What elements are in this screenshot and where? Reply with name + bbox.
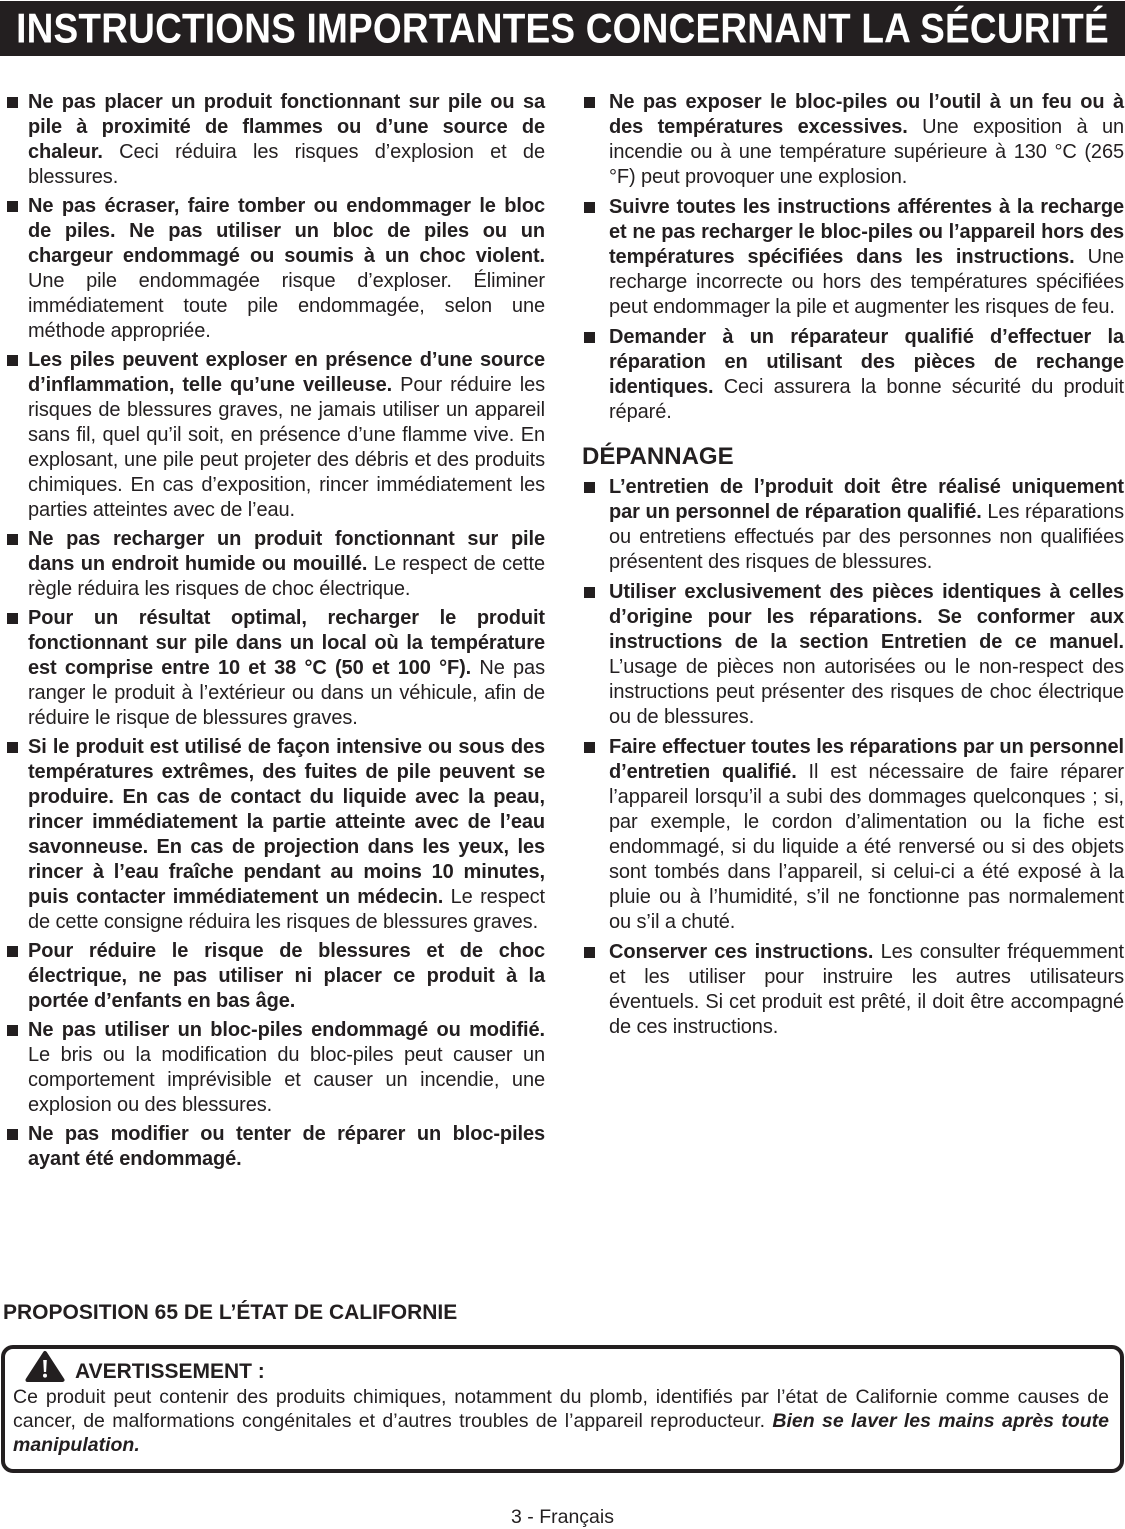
rule-lead: Ne pas recharger un produit fonctionnant sur pile dans un endroit humide ou mouillé. [28, 528, 545, 575]
rule-detail: Ceci réduira les risques d’explosion et de blessures. [28, 141, 545, 188]
warning-text [13, 1385, 1109, 1457]
safety-rule [583, 90, 1124, 190]
bullet-square [584, 742, 595, 753]
rule-detail: Une pile endommagée risque d’exploser. Éliminer immédiatement toute pile endommagée, selon une méthode appropriée. [28, 270, 545, 342]
bullet-square [584, 332, 595, 343]
rule-text [28, 606, 545, 731]
rule-lead: Ne pas exposer le bloc-piles ou l’outil à un feu ou à des températures excessives. [609, 91, 1124, 138]
bullet-square [7, 742, 18, 753]
safety-rule [6, 1122, 545, 1172]
service-rule [583, 580, 1124, 730]
bullet-square [7, 97, 18, 108]
rule-text [28, 348, 545, 523]
service-rule [583, 940, 1124, 1040]
rule-detail: Les consulter fréquemment et les utiliser pour instruire les autres utilisateurs éventuels. Si cet produit est prêté, il doit être accompagné de ces instructions. [609, 941, 1124, 1038]
bullet-square [584, 587, 595, 598]
rule-detail: Le respect de cette règle réduira les risques de choc électrique. [28, 553, 545, 600]
rule-detail: Le respect de cette consigne réduira les risques de blessures graves. [28, 886, 546, 933]
rule-text [28, 735, 545, 935]
rule-text [609, 580, 1124, 730]
section-heading-depannage: DÉPANNAGE [582, 443, 734, 470]
safety-rule [6, 939, 545, 1014]
service-rule [583, 735, 1124, 935]
rule-lead: Demander à un réparateur qualifié d’effectuer la réparation en utilisant des pièces de rechange identiques. [609, 326, 1124, 398]
page-header [0, 1, 1125, 56]
bullet-square [7, 534, 18, 545]
rule-text [609, 195, 1124, 320]
bullet-square [7, 1025, 18, 1036]
rule-text [609, 475, 1124, 575]
page-number: 3 - Français [511, 1506, 614, 1528]
bullet-square [7, 201, 18, 212]
rule-text [28, 939, 545, 1014]
safety-rule [583, 195, 1124, 320]
prop65-heading: PROPOSITION 65 DE L’ÉTAT DE CALIFORNIE [3, 1301, 458, 1324]
rule-lead: Faire effectuer toutes les réparations par un personnel d’entretien qualifié. [609, 736, 1124, 783]
safety-rule [6, 194, 545, 344]
rule-detail: Pour réduire les risques de blessures graves, ne jamais utiliser un appareil sans fil, quel qu’il soit, en présence d’une flamme vive. En explosant, une pile peut projeter des débris et des produits chimiques. En cas d’exposition, rincer immédiatement les parties atteintes avec de l’eau. [28, 374, 545, 521]
safety-rule [6, 90, 545, 190]
rule-detail: Il est nécessaire de faire réparer l’appareil lorsqu’il a subi des dommages quelconques ; si, par exemple, le cordon d’alimentation ou la fiche est endommagé, si du liquide a été renversé ou si des objets sont tombés dans l’appareil, si celui-ci a été exposé à la pluie ou à l’humidité, s’il ne fonctionne pas normalement ou s’il a chuté. [609, 761, 1124, 933]
rule-lead: Ne pas utiliser un bloc-piles endommagé ou modifié. [28, 1019, 545, 1041]
rule-detail: Le bris ou la modification du bloc-piles peut causer un comportement imprévisible et causer un incendie, une explosion ou des blessures. [28, 1044, 545, 1116]
rule-text [28, 1018, 545, 1118]
safety-rule [6, 735, 545, 935]
bullet-square [7, 613, 18, 624]
rule-text [28, 1122, 545, 1172]
bullet-square [7, 1129, 18, 1140]
rule-text [28, 527, 545, 602]
rule-detail: Une exposition à un incendie ou à une température supérieure à 130 °C (265 °F) peut provoquer une explosion. [609, 116, 1125, 188]
rule-detail: Ceci assurera la bonne sécurité du produit réparé. [609, 376, 1124, 423]
bullet-square [584, 202, 595, 213]
rule-lead: Ne pas placer un produit fonctionnant sur pile ou sa pile à proximité de flammes ou d’une source de chaleur. [28, 91, 545, 163]
bullet-square [584, 482, 595, 493]
rule-lead: Si le produit est utilisé de façon intensive ou sous des températures extrêmes, des fuites de pile peuvent se produire. En cas de contact du liquide avec la peau, rincer immédiatement la partie atteinte avec de l’eau savonneuse. En cas de projection dans les yeux, les rincer à l’eau fraîche pendant au moins 10 minutes, puis contacter immédiatement un médecin. [28, 736, 545, 908]
safety-rule [6, 1018, 545, 1118]
safety-rule [583, 325, 1124, 425]
rule-lead: L’entretien de l’produit doit être réalisé uniquement par un personnel de réparation qualifié. [609, 476, 1124, 523]
rule-detail: Ne pas ranger le produit à l’extérieur ou dans un véhicule, afin de réduire le risque de blessures graves. [28, 657, 545, 729]
prop65-warning-box [1, 1345, 1124, 1473]
rule-text [609, 90, 1124, 190]
warning-triangle-icon [25, 1350, 65, 1383]
rule-text [28, 90, 545, 190]
safety-rule [6, 348, 545, 523]
rule-lead: Suivre toutes les instructions afférentes à la recharge et ne pas recharger le bloc-piles ou l’appareil hors des températures spécifiées dans les instructions. [609, 196, 1124, 268]
right-column [583, 90, 1124, 1045]
rule-detail: Une recharge incorrecte ou hors des températures spécifiées peut endommager la pile et augmenter les risques de feu. [609, 246, 1124, 318]
rule-lead: Pour un résultat optimal, recharger le produit fonctionnant sur pile dans un local où la température est comprise entre 10 et 38 °C (50 et 100 °F). [28, 607, 545, 679]
rule-text [28, 194, 545, 344]
rule-detail: Les réparations ou entretiens effectués par des personnes non qualifiées présentent des risques de blessures. [609, 501, 1124, 573]
warning-label: AVERTISSEMENT : [75, 1360, 265, 1383]
page-title: INSTRUCTIONS IMPORTANTES CONCERNANT LA SÉCURITÉ [16, 5, 1109, 52]
rule-lead: Utiliser exclusivement des pièces identiques à celles d’origine pour les réparations. Se conformer aux instructions de la section Entretien de ce manuel. [609, 581, 1124, 653]
bullet-square [7, 355, 18, 366]
warning-body: Ce produit peut contenir des produits chimiques, notamment du plomb, identifiés par l’état de Californie comme causes de cancer, de malformations congénitales et d’autres troubles de l’appareil reproducteur. [13, 1386, 1109, 1432]
safety-rule [6, 606, 545, 731]
rule-lead: Les piles peuvent exploser en présence d’une source d’inflammation, telle qu’une veilleuse. [28, 349, 545, 396]
service-rule [583, 475, 1124, 575]
left-column [6, 90, 545, 1176]
rule-text [609, 325, 1124, 425]
bullet-square [7, 946, 18, 957]
rule-lead: Ne pas écraser, faire tomber ou endommager le bloc de piles. Ne pas utiliser un bloc de piles ou un chargeur endommagé ou soumis à un choc violent. [28, 195, 545, 267]
safety-rule [6, 527, 545, 602]
bullet-square [584, 97, 595, 108]
rule-lead: Ne pas modifier ou tenter de réparer un bloc-piles ayant été endommagé. [28, 1123, 545, 1170]
rule-detail: L’usage de pièces non autorisées ou le non-respect des instructions peut présenter des risques de choc électrique ou de blessures. [609, 656, 1124, 728]
rule-text [609, 735, 1124, 935]
rule-lead: Conserver ces instructions. [609, 941, 874, 963]
warning-emphasis: Bien se laver les mains après toute manipulation. [13, 1410, 1109, 1456]
bullet-square [584, 947, 595, 958]
rule-text [609, 940, 1124, 1040]
rule-lead: Pour réduire le risque de blessures et de choc électrique, ne pas utiliser ni placer ce produit à la portée d’enfants en bas âge. [28, 940, 545, 1012]
